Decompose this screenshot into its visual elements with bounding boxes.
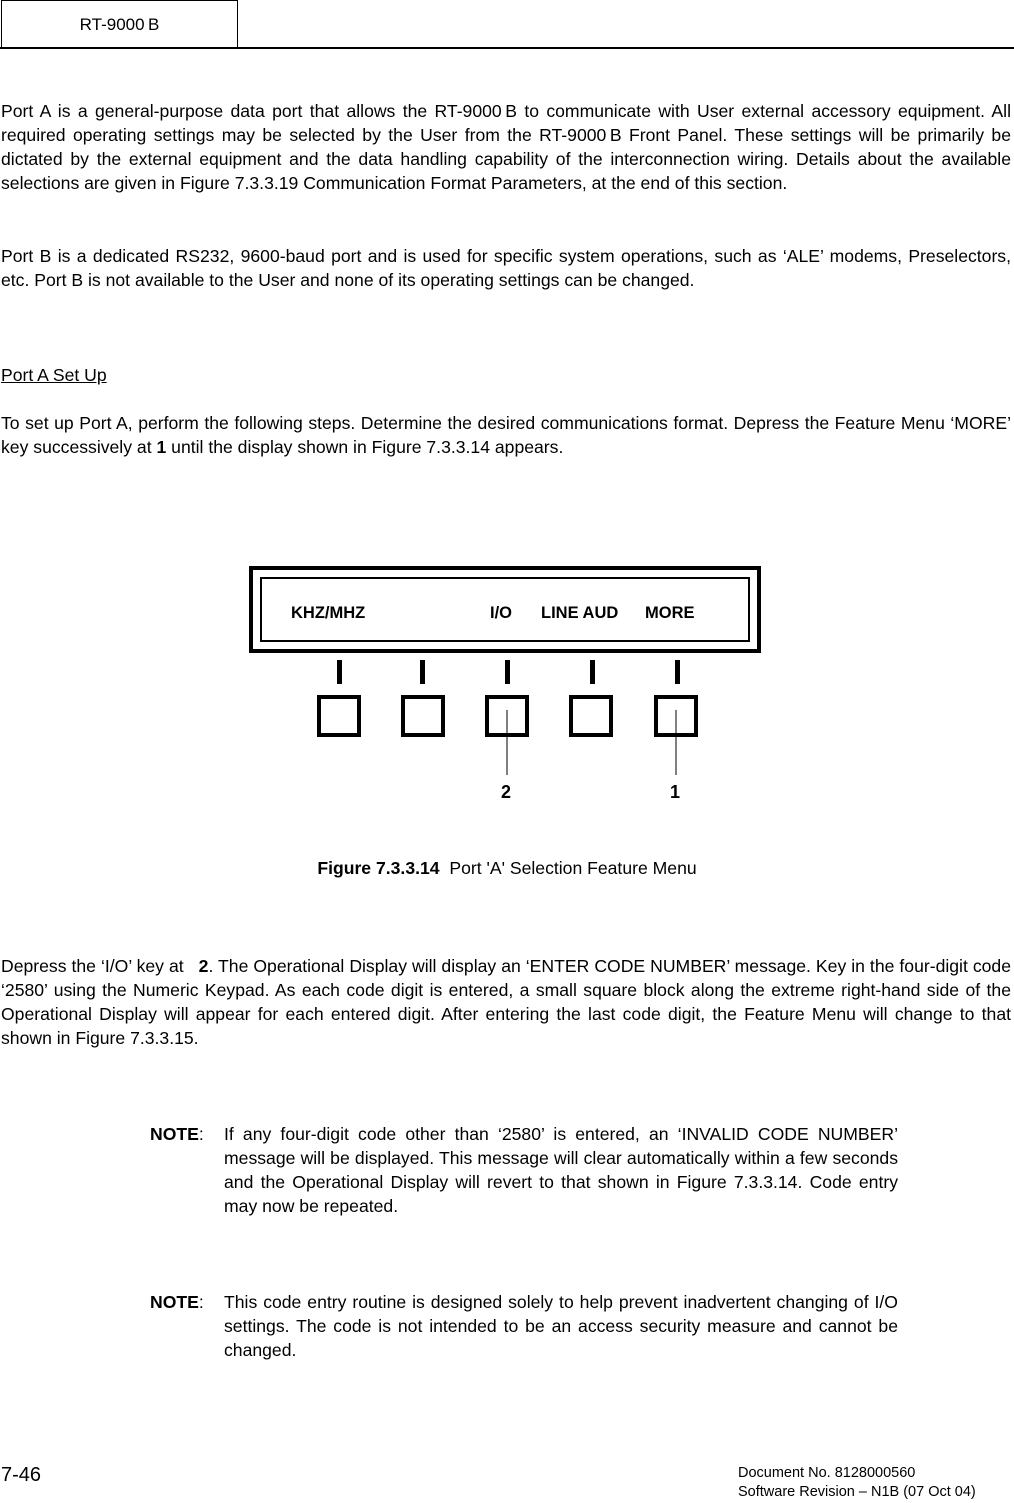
display-label-line-aud: LINE AUD xyxy=(541,604,619,622)
key-tick-5 xyxy=(675,660,680,684)
header-model-tab xyxy=(1,0,238,47)
note-text: This code entry routine is designed solely to help prevent inadvertent changing of I/O settings. The code is not intended to be an access security measure and cannot be changed. xyxy=(224,1292,898,1360)
display-label-khz-mhz: KHZ/MHZ xyxy=(291,604,366,622)
paragraph-port-b: Port B is a dedicated RS232, 9600-baud port and is used for specific system operations, such as ‘ALE’ modems, Preselectors, etc. Port B is not available to the User and none of its operating settings can be changed. xyxy=(1,246,1011,290)
figure-caption-label: Figure 7.3.3.14 xyxy=(317,858,440,878)
callout-1: 1 xyxy=(670,782,681,802)
note-code-purpose: NOTE: This code entry routine is designed solely to help prevent inadvertent changing of I/O settings. The code is not intended to be an access security measure and cannot be changed. xyxy=(150,1292,898,1360)
key-tick-2 xyxy=(420,660,425,684)
setup-text-1: To set up Port A, perform the following steps. Determine the desired communications format. Depress the Feature Menu ‘MORE’ key successively at xyxy=(1,413,1011,457)
io-text-1: Depress the ‘I/O’ key at xyxy=(1,956,189,976)
figure-caption xyxy=(0,856,1014,880)
page-number: 7-46 xyxy=(1,1464,42,1486)
paragraph-setup-steps xyxy=(1,411,1011,459)
display-label-io: I/O xyxy=(490,604,513,622)
callout-ref-1: 1 xyxy=(156,437,167,457)
document-info xyxy=(738,1464,976,1502)
key-tick-1 xyxy=(337,660,342,684)
figure-caption-text: Port 'A' Selection Feature Menu xyxy=(449,858,697,878)
feature-menu-diagram xyxy=(245,560,775,810)
callout-ref-2: 2 xyxy=(198,956,209,976)
key-tick-3 xyxy=(505,660,510,684)
header-rule xyxy=(0,47,1014,49)
callout-2: 2 xyxy=(501,782,512,802)
paragraph-port-a: Port A is a general-purpose data port that allows the RT-9000 B to communicate with User external accessory equipment. All required operating settings may be selected by the User from the RT-9000 B Front Panel. These settings will be primarily be dictated by the external equipment and the data handling capability of the interconnection wiring. Details about the available selections are given in Figure 7.3.3.19 Communication Format Parameters, at the end of this section. xyxy=(1,101,1011,193)
paragraph-io-key xyxy=(1,954,1011,1050)
software-revision: Software Revision – N1B (07 Oct 04) xyxy=(738,1484,976,1500)
section-heading-port-a-setup: Port A Set Up xyxy=(1,365,107,385)
setup-text-2: until the display shown in Figure 7.3.3.14 appears. xyxy=(166,437,564,457)
feature-key-2 xyxy=(403,697,443,735)
feature-menu-figure xyxy=(245,560,775,810)
note-label: NOTE xyxy=(150,1124,199,1144)
feature-key-1 xyxy=(319,697,359,735)
io-text-2: . The Operational Display will display an ‘ENTER CODE NUMBER’ message. Key in the four-digit code ‘2580’ using the Numeric Keypad. As each code digit is entered, a small square block along the extreme right-hand side of the Operational Display will appear for each entered digit. After entering the last code digit, the Feature Menu will change to that shown in Figure 7.3.3.15. xyxy=(1,956,1011,1048)
display-label-more: MORE xyxy=(645,604,695,622)
note-text: If any four-digit code other than ‘2580’ is entered, an ‘INVALID CODE NUMBER’ message will be displayed. This message will clear automatically within a few seconds and the Operational Display will revert to that shown in Figure 7.3.3.14. Code entry may now be repeated. xyxy=(224,1124,898,1216)
note-invalid-code: NOTE: If any four-digit code other than ‘2580’ is entered, an ‘INVALID CODE NUMBER’ message will be displayed. This message will clear automatically within a few seconds and the Operational Display will revert to that shown in Figure 7.3.3.14. Code entry may now be repeated. xyxy=(150,1124,898,1216)
document-number: Document No. 8128000560 xyxy=(738,1465,916,1481)
key-tick-4 xyxy=(590,660,595,684)
note-label: NOTE xyxy=(150,1292,199,1312)
header-model: RT-9000 B xyxy=(79,15,160,34)
feature-key-4 xyxy=(571,697,611,735)
